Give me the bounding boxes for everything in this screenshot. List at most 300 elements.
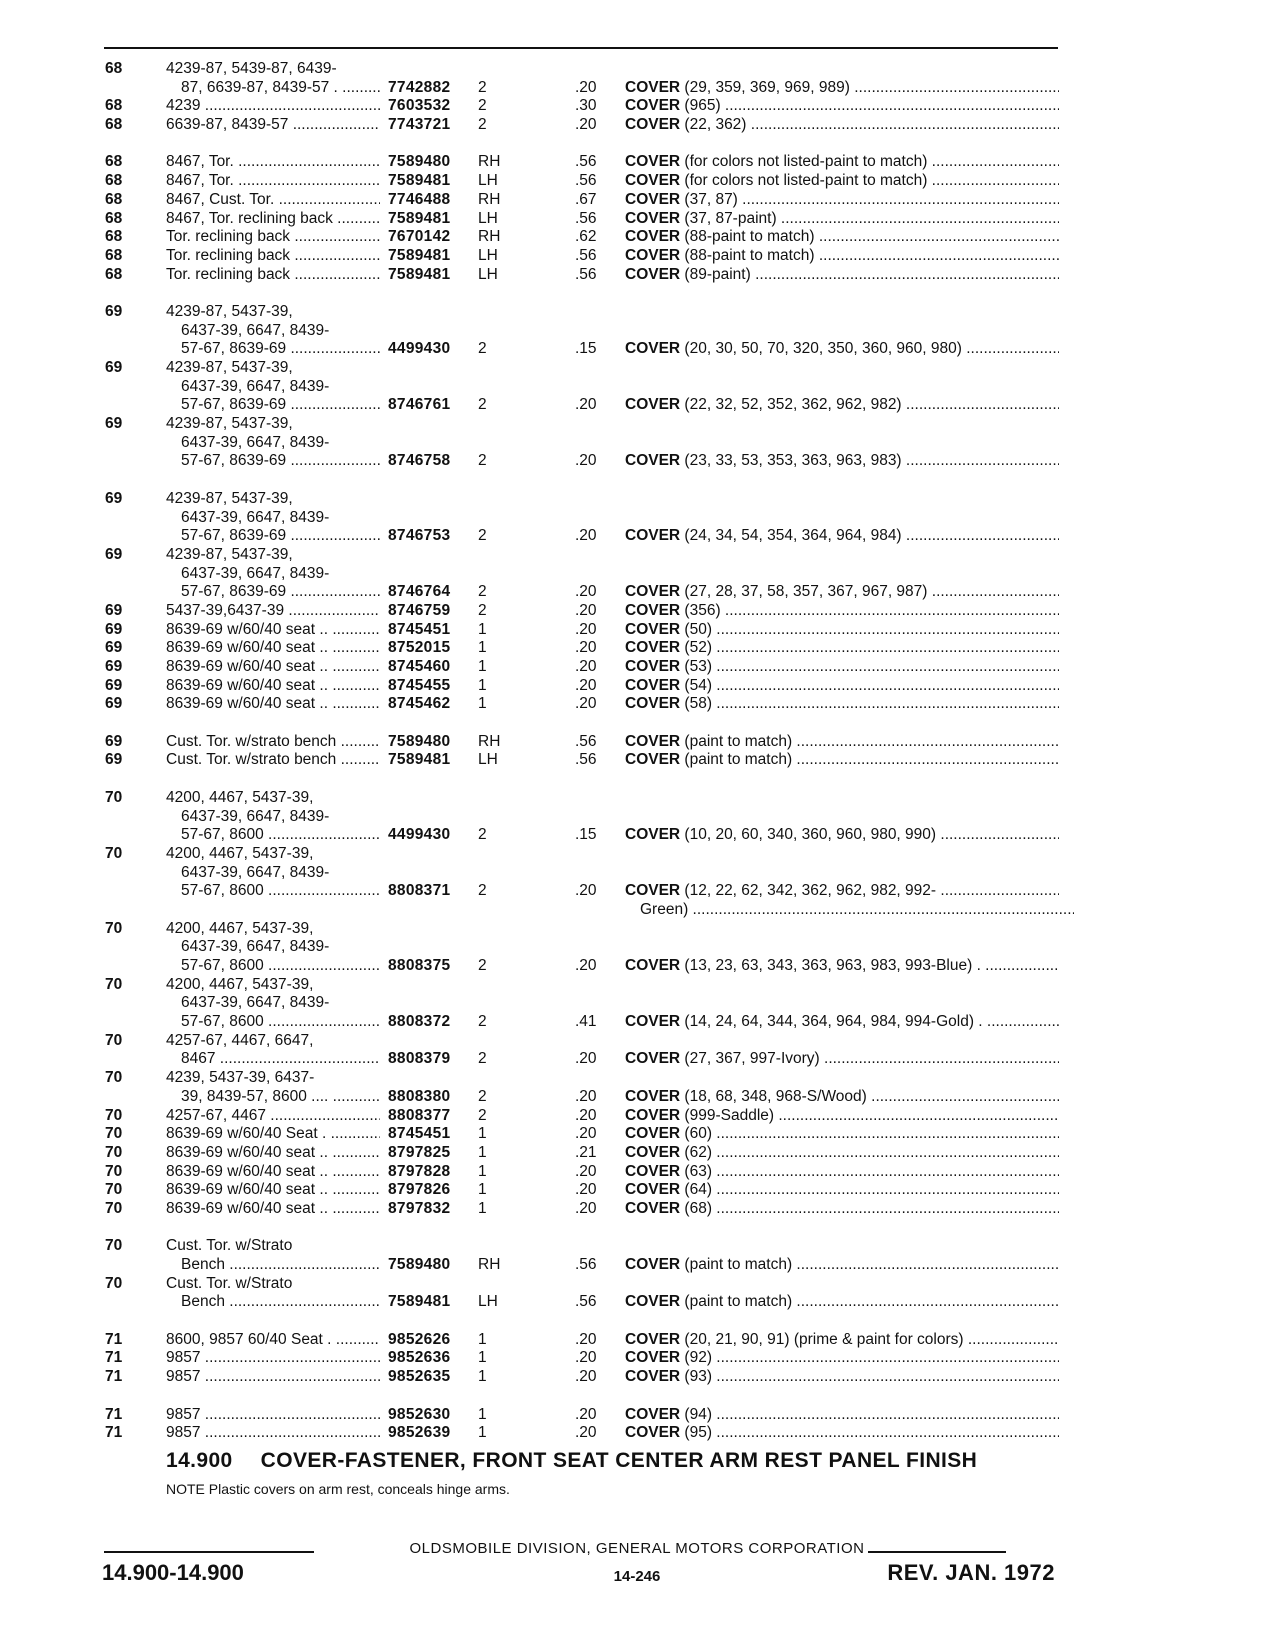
price: .20 xyxy=(575,658,597,675)
price: .15 xyxy=(575,340,597,358)
model-year: 69 xyxy=(105,732,123,750)
table-row xyxy=(0,1032,1274,1051)
description-keyword: COVER xyxy=(625,97,681,115)
quantity: 1 xyxy=(478,1125,487,1143)
table-row xyxy=(0,920,1274,939)
table-row xyxy=(0,1050,1274,1069)
part-number: 7589480 xyxy=(388,732,451,750)
table-row xyxy=(0,1013,1274,1032)
quantity: 2 xyxy=(478,583,487,601)
model-cell: 8639-69 w/60/40 seat .. ..... xyxy=(166,639,380,658)
table-row xyxy=(0,1163,1274,1182)
price: .56 xyxy=(575,172,597,190)
quantity: LH xyxy=(478,1293,498,1311)
price: .20 xyxy=(575,396,597,414)
model-year: 69 xyxy=(105,639,123,657)
part-number: 8752015 xyxy=(388,639,451,657)
table-row xyxy=(0,808,1274,827)
part-number: 4499430 xyxy=(388,826,451,844)
part-number: 7746488 xyxy=(388,190,451,208)
description xyxy=(625,882,1059,901)
table-row xyxy=(0,97,1274,116)
table-row xyxy=(0,1181,1274,1200)
description xyxy=(625,247,1059,266)
table-row xyxy=(0,60,1274,79)
quantity: 1 xyxy=(478,639,487,657)
part-number: 8808380 xyxy=(388,1087,451,1105)
model-cell: 57-67, 8639-69 ..... xyxy=(181,340,380,359)
description xyxy=(625,210,1059,229)
price: .20 xyxy=(575,1424,597,1442)
table-row xyxy=(0,957,1274,976)
description xyxy=(625,452,1059,471)
quantity: 2 xyxy=(478,1087,487,1105)
model-year: 71 xyxy=(105,1405,123,1423)
model-year: 68 xyxy=(105,246,123,264)
table-row xyxy=(0,751,1274,770)
part-number: 9852639 xyxy=(388,1424,451,1442)
model-cell: 8467, Cust. Tor. ..... xyxy=(166,191,380,210)
description-text: (63) xyxy=(680,1162,712,1180)
description-keyword: COVER xyxy=(625,246,681,264)
model-cell: 4257-67, 4467 ..... xyxy=(166,1107,380,1126)
description-keyword: COVER xyxy=(625,1368,681,1386)
part-number: 7589481 xyxy=(388,265,451,283)
quantity: 1 xyxy=(478,1424,487,1442)
description-keyword: COVER xyxy=(625,620,681,638)
model-cell: 6437-39, 6647, 8439- xyxy=(181,321,330,339)
model-cell: Cust. Tor. w/Strato xyxy=(166,1237,293,1255)
price: .56 xyxy=(575,153,597,171)
part-number: 7670142 xyxy=(388,228,451,246)
model-year: 70 xyxy=(105,1106,123,1124)
part-number: 7589481 xyxy=(388,209,451,227)
description xyxy=(625,1406,1059,1425)
model-cell: 5437-39,6437-39 ..... xyxy=(166,602,380,621)
description-keyword: COVER xyxy=(625,116,681,134)
price: .56 xyxy=(575,732,597,750)
footer-division-text: OLDSMOBILE DIVISION, GENERAL MOTORS CORPORATION xyxy=(406,1540,869,1557)
table-row xyxy=(0,1275,1274,1294)
description-text: (53) xyxy=(680,658,712,675)
quantity: 1 xyxy=(478,1181,487,1199)
description-text: (88-paint to match) xyxy=(680,228,815,246)
description-text: (94) xyxy=(680,1405,712,1423)
description-text: (92) xyxy=(680,1349,712,1367)
table-row xyxy=(0,490,1274,509)
description xyxy=(625,79,1059,98)
table-row xyxy=(0,1069,1274,1088)
price: .15 xyxy=(575,826,597,844)
part-number: 8808377 xyxy=(388,1106,451,1124)
description xyxy=(625,733,1059,752)
description-keyword: COVER xyxy=(625,452,681,470)
model-year: 70 xyxy=(105,1237,123,1255)
description xyxy=(625,1107,1059,1126)
table-row xyxy=(0,621,1274,640)
model-year: 68 xyxy=(105,265,123,283)
model-year: 69 xyxy=(105,751,123,769)
model-cell: 39, 8439-57, 8600 .... ..... xyxy=(181,1088,380,1107)
quantity: LH xyxy=(478,751,498,769)
description-text: (paint to match) xyxy=(680,1256,793,1273)
description-text: (37, 87) xyxy=(680,190,738,208)
description xyxy=(625,677,1059,696)
table-row xyxy=(0,1368,1274,1387)
model-cell: Tor. reclining back ..... xyxy=(166,247,380,266)
description xyxy=(625,228,1059,247)
table-row xyxy=(0,1424,1274,1443)
table-row xyxy=(0,452,1274,471)
model-cell: 9857 ..... xyxy=(166,1406,380,1425)
description xyxy=(625,1200,1059,1219)
model-year: 70 xyxy=(105,1143,123,1161)
description xyxy=(625,153,1059,172)
table-row xyxy=(0,79,1274,98)
description-keyword: COVER xyxy=(625,1087,681,1105)
table-row xyxy=(0,639,1274,658)
quantity: 2 xyxy=(478,452,487,470)
model-cell: 6639-87, 8439-57 ..... xyxy=(166,116,380,135)
description xyxy=(625,1331,1059,1350)
model-cell: 9857 ..... xyxy=(166,1368,380,1387)
model-year: 70 xyxy=(105,788,123,806)
description xyxy=(625,527,1059,546)
description-keyword: COVER xyxy=(625,1256,681,1273)
price: .20 xyxy=(575,1106,597,1124)
section-heading xyxy=(166,1449,977,1473)
description-text: (965) xyxy=(680,97,721,115)
model-cell: 9857 ..... xyxy=(166,1424,380,1443)
model-cell: 6437-39, 6647, 8439- xyxy=(181,377,330,395)
part-number: 7589481 xyxy=(388,751,451,769)
description-text: (37, 87-paint) xyxy=(680,209,777,227)
part-number: 8746761 xyxy=(388,396,451,414)
table-row xyxy=(0,1349,1274,1368)
description-text: (29, 359, 369, 969, 989) xyxy=(680,78,850,96)
part-number: 8746753 xyxy=(388,527,451,545)
price: .20 xyxy=(575,620,597,638)
table-row xyxy=(0,1200,1274,1219)
price: .20 xyxy=(575,1199,597,1217)
description-text: (for colors not listed-paint to match) xyxy=(680,153,928,171)
description-text: (89-paint) xyxy=(680,265,751,283)
quantity: 2 xyxy=(478,1050,487,1068)
description-text: (68) xyxy=(680,1199,712,1217)
price: .56 xyxy=(575,246,597,264)
model-cell: 6437-39, 6647, 8439- xyxy=(181,433,330,451)
model-cell: 8639-69 w/60/40 seat .. ..... xyxy=(166,695,380,714)
model-year: 70 xyxy=(105,1274,123,1292)
description-keyword: COVER xyxy=(625,1293,681,1311)
model-cell: 4239-87, 5437-39, xyxy=(166,489,293,507)
price: .56 xyxy=(575,209,597,227)
description xyxy=(625,621,1059,640)
footer-range: 14.900-14.900 xyxy=(102,1560,244,1585)
description xyxy=(625,1050,1059,1069)
model-cell: Tor. reclining back ..... xyxy=(166,266,380,285)
quantity: 2 xyxy=(478,957,487,974)
description-keyword: COVER xyxy=(625,1050,681,1068)
model-cell: 57-67, 8639-69 ..... xyxy=(181,583,380,602)
part-number: 8797832 xyxy=(388,1199,451,1217)
table-row xyxy=(0,415,1274,434)
table-row xyxy=(0,172,1274,191)
price: .20 xyxy=(575,583,597,601)
model-year: 69 xyxy=(105,601,123,619)
description xyxy=(625,583,1059,602)
quantity: RH xyxy=(478,228,501,246)
description xyxy=(625,1256,1059,1275)
price: .20 xyxy=(575,957,597,974)
description-text: (60) xyxy=(680,1125,712,1143)
model-cell: 8639-69 w/60/40 seat .. ..... xyxy=(166,658,380,677)
model-cell: 6437-39, 6647, 8439- xyxy=(181,938,330,956)
price: .21 xyxy=(575,1143,597,1161)
model-year: 69 xyxy=(105,695,123,713)
model-cell: 6437-39, 6647, 8439- xyxy=(181,863,330,881)
table-row xyxy=(0,378,1274,397)
description xyxy=(625,602,1059,621)
table-row xyxy=(0,583,1274,602)
section-note: NOTE Plastic covers on arm rest, conceals hinge arms. xyxy=(166,1481,510,1497)
description-keyword: COVER xyxy=(625,153,681,171)
description-text: (999-Saddle) xyxy=(680,1106,775,1124)
description xyxy=(625,1368,1059,1387)
table-row xyxy=(0,994,1274,1013)
table-row xyxy=(0,116,1274,135)
description-text: (10, 20, 60, 340, 360, 960, 980, 990) xyxy=(680,826,937,844)
description-text: (for colors not listed-paint to match) xyxy=(680,172,928,190)
description-keyword: COVER xyxy=(625,1143,681,1161)
part-number: 7589481 xyxy=(388,246,451,264)
table-row xyxy=(0,191,1274,210)
description-keyword: COVER xyxy=(625,658,681,675)
price: .20 xyxy=(575,639,597,657)
description xyxy=(625,191,1059,210)
quantity: LH xyxy=(478,172,498,190)
quantity: 2 xyxy=(478,1106,487,1124)
description-keyword: COVER xyxy=(625,1330,681,1348)
description xyxy=(625,658,1059,677)
model-cell: 8639-69 w/60/40 seat .. ..... xyxy=(166,621,380,640)
price: .20 xyxy=(575,601,597,619)
description-text: (52) xyxy=(680,639,712,657)
price: .62 xyxy=(575,228,597,246)
part-number: 8808372 xyxy=(388,1013,451,1031)
quantity: 2 xyxy=(478,1013,487,1031)
description-text: (paint to match) xyxy=(680,1293,793,1311)
description-keyword: COVER xyxy=(625,1349,681,1367)
description-keyword: COVER xyxy=(625,1013,681,1031)
price: .20 xyxy=(575,1349,597,1367)
quantity: RH xyxy=(478,1256,501,1273)
quantity: RH xyxy=(478,153,501,171)
quantity: 2 xyxy=(478,97,487,115)
description-text: (88-paint to match) xyxy=(680,246,815,264)
description xyxy=(625,695,1059,714)
price: .56 xyxy=(575,1256,597,1273)
description xyxy=(640,901,1074,920)
model-year: 69 xyxy=(105,489,123,507)
quantity: 1 xyxy=(478,695,487,713)
model-cell: 6437-39, 6647, 8439- xyxy=(181,564,330,582)
description xyxy=(625,116,1059,135)
model-cell: 4257-67, 4467, 6647, xyxy=(166,1031,314,1049)
part-number: 9852626 xyxy=(388,1330,451,1348)
part-number: 8746764 xyxy=(388,583,451,601)
price: .20 xyxy=(575,882,597,900)
model-year: 68 xyxy=(105,116,123,134)
parts-list xyxy=(0,60,1274,1443)
model-cell: 4239-87, 5439-87, 6439- xyxy=(166,60,337,77)
quantity: RH xyxy=(478,190,501,208)
quantity: 2 xyxy=(478,882,487,900)
description-text: (18, 68, 348, 968-S/Wood) xyxy=(680,1087,867,1105)
model-cell: 57-67, 8600 ..... xyxy=(181,882,380,901)
description xyxy=(625,1163,1059,1182)
price: .20 xyxy=(575,676,597,694)
part-number: 8745451 xyxy=(388,1125,451,1143)
description-keyword: COVER xyxy=(625,732,681,750)
model-cell: 57-67, 8600 ..... xyxy=(181,957,380,976)
description-keyword: COVER xyxy=(625,1199,681,1217)
description-keyword: COVER xyxy=(625,957,681,974)
footer-page-number: 14-246 xyxy=(613,1568,661,1585)
price: .20 xyxy=(575,78,597,96)
price: .20 xyxy=(575,1125,597,1143)
part-number: 9852635 xyxy=(388,1368,451,1386)
description-text: (14, 24, 64, 344, 364, 964, 984, 994-Gold) . xyxy=(680,1013,983,1031)
quantity: 1 xyxy=(478,1162,487,1180)
description-keyword: COVER xyxy=(625,209,681,227)
price: .20 xyxy=(575,1181,597,1199)
table-row xyxy=(0,938,1274,957)
model-cell: 57-67, 8639-69 ..... xyxy=(181,452,380,471)
description-text: (27, 28, 37, 58, 357, 367, 967, 987) xyxy=(680,583,928,601)
quantity: 1 xyxy=(478,1143,487,1161)
description-text: (95) xyxy=(680,1424,712,1442)
price: .20 xyxy=(575,1330,597,1348)
description xyxy=(625,340,1059,359)
description-text: (20, 21, 90, 91) (prime & paint for colors) xyxy=(680,1330,964,1348)
part-number: 8797826 xyxy=(388,1181,451,1199)
model-year: 70 xyxy=(105,1031,123,1049)
description-text: Green) xyxy=(640,900,689,918)
table-row xyxy=(0,789,1274,808)
model-cell: 4239-87, 5437-39, xyxy=(166,302,293,320)
description-keyword: COVER xyxy=(625,639,681,657)
table-row xyxy=(0,396,1274,415)
part-number: 7589481 xyxy=(388,172,451,190)
description xyxy=(625,1349,1059,1368)
model-cell: 87, 6639-87, 8439-57 . ..... xyxy=(181,79,380,98)
price: .30 xyxy=(575,97,597,115)
part-number: 8746758 xyxy=(388,452,451,470)
table-row xyxy=(0,1144,1274,1163)
table-row xyxy=(0,565,1274,584)
description-keyword: COVER xyxy=(625,1181,681,1199)
model-year: 68 xyxy=(105,97,123,115)
model-cell: 8639-69 w/60/40 Seat . ..... xyxy=(166,1125,380,1144)
table-row xyxy=(0,1125,1274,1144)
description-text: (54) xyxy=(680,676,712,694)
quantity: 1 xyxy=(478,676,487,694)
price: .20 xyxy=(575,116,597,134)
description xyxy=(625,266,1059,285)
description xyxy=(625,1181,1059,1200)
description-text: (58) xyxy=(680,695,712,713)
part-number: 8746759 xyxy=(388,601,451,619)
model-year: 68 xyxy=(105,172,123,190)
table-row xyxy=(0,153,1274,172)
part-number: 8745451 xyxy=(388,620,451,638)
description xyxy=(625,639,1059,658)
price: .56 xyxy=(575,265,597,283)
table-row xyxy=(0,228,1274,247)
model-cell: Tor. reclining back ..... xyxy=(166,228,380,247)
price: .20 xyxy=(575,1087,597,1105)
model-year: 69 xyxy=(105,676,123,694)
table-row xyxy=(0,845,1274,864)
description xyxy=(625,826,1059,845)
model-cell: 6437-39, 6647, 8439- xyxy=(181,508,330,526)
description xyxy=(625,1144,1059,1163)
model-year: 68 xyxy=(105,228,123,246)
model-year: 69 xyxy=(105,658,123,675)
description-text: (22, 32, 52, 352, 362, 962, 982) xyxy=(680,396,902,414)
description-text: (50) xyxy=(680,620,712,638)
price: .20 xyxy=(575,1405,597,1423)
model-year: 70 xyxy=(105,844,123,862)
model-cell: 4239, 5437-39, 6437- xyxy=(166,1069,315,1087)
table-row xyxy=(0,602,1274,621)
model-year: 68 xyxy=(105,209,123,227)
quantity: 1 xyxy=(478,1199,487,1217)
model-cell: Cust. Tor. w/strato bench ..... xyxy=(166,733,380,752)
description xyxy=(625,1125,1059,1144)
description-keyword: COVER xyxy=(625,1162,681,1180)
table-row xyxy=(0,901,1274,920)
model-cell: Cust. Tor. w/strato bench ..... xyxy=(166,751,380,770)
table-row xyxy=(0,1088,1274,1107)
table-row xyxy=(0,733,1274,752)
quantity: 2 xyxy=(478,396,487,414)
section-title: COVER-FASTENER, FRONT SEAT CENTER ARM REST PANEL FINISH xyxy=(260,1449,978,1472)
price: .56 xyxy=(575,751,597,769)
model-year: 71 xyxy=(105,1368,123,1386)
model-cell: 57-67, 8639-69 ..... xyxy=(181,527,380,546)
description-text: (93) xyxy=(680,1368,712,1386)
table-row xyxy=(0,322,1274,341)
table-row xyxy=(0,210,1274,229)
description-keyword: COVER xyxy=(625,676,681,694)
model-cell: 4200, 4467, 5437-39, xyxy=(166,844,314,862)
price: .20 xyxy=(575,1162,597,1180)
description-keyword: COVER xyxy=(625,78,681,96)
top-rule xyxy=(104,47,1058,49)
quantity: RH xyxy=(478,732,501,750)
model-year: 70 xyxy=(105,1162,123,1180)
description xyxy=(625,97,1059,116)
model-cell: 4239-87, 5437-39, xyxy=(166,545,293,563)
part-number: 9852630 xyxy=(388,1405,451,1423)
description xyxy=(625,1088,1059,1107)
table-row xyxy=(0,247,1274,266)
part-number: 8797825 xyxy=(388,1143,451,1161)
description-keyword: COVER xyxy=(625,583,681,601)
model-cell: 4200, 4467, 5437-39, xyxy=(166,919,314,937)
